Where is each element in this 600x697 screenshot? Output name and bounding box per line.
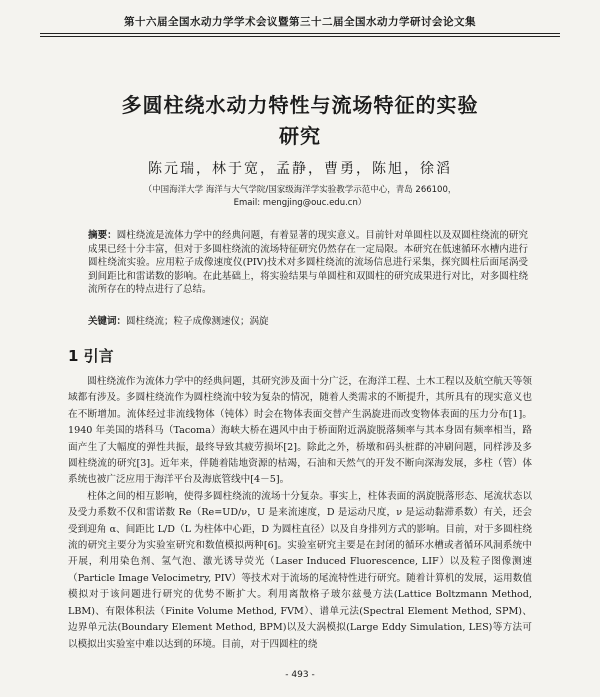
- running-header: 第十六届全国水动力学学术会议暨第三十二届全国水动力学研讨会论文集: [124, 16, 476, 28]
- keywords-text: 圆柱绕流；粒子成像测速仪；涡旋: [126, 316, 269, 327]
- title-line-2: 研究: [279, 124, 321, 148]
- section-heading: 1 引言: [68, 347, 114, 365]
- header-rule-bottom: [40, 36, 560, 37]
- keywords: [88, 315, 528, 328]
- author-list: 陈元瑞，林于宽，孟静，曹勇，陈旭，徐滔: [148, 161, 452, 177]
- paragraph: 柱体之间的相互影响，使得多圆柱绕流的流场十分复杂。事实上，柱体表面的涡旋脱落形态、尾流状态以及受力系数不仅和雷诺数 Re（Re=UD/ν，U 是来流速度，D 是运动尺度，ν 是运动黏滞系数）有关，还会受到迎角 α、间距比 L/D（L 为柱体中心距，D 为圆柱直径）以及自身排列方式的影响。目前，对于多圆柱绕流的研究主要分为实验室研究和数值模拟两种[6]。实验室研究主要是在封闭的循环水槽或者循环风洞系统中开展，利用染色剂、氢气泡、激光诱导荧光（Laser Induced Fluorescence, LIF）以及粒子图像测速（Particle Image Velocimetry, PIV）等技术对于流场的尾流特性进行研究。随着计算机的发展，运用数值模拟对于该问题进行研究的优势不断扩大。利用离散格子玻尔兹曼方法(Lattice Boltzmann Method, LBM)、有限体积法（Finite Volume Method, FVM）、谱单元法(Spectral Element Method, SPM)、边界单元法(Boundary Element Method, BPM)以及大涡模拟(Large Eddy Simulation, LES)等方法可以模拟出实验室中难以达到的环境。目前，对于四圆柱的绕: [68, 490, 532, 650]
- affiliation: （中国海洋大学 海洋与大气学院/国家级海洋学实验教学示范中心，青岛 266100，: [143, 185, 457, 195]
- paper-title: [60, 90, 540, 152]
- affiliation-block: [60, 184, 540, 210]
- paragraph: 圆柱绕流作为流体力学中的经典问题，其研究涉及面十分广泛，在海洋工程、土木工程以及航空航天等领域都有涉及。多圆柱绕流作为圆柱绕流中较为复杂的情况，随着人类需求的不断提升，其所具有的现实意义也在不断增加。流体经过非流线物体（钝体）时会在物体表面交替产生涡旋进而改变物体表面的压力分布[1]。1940 年美国的塔科马（Tacoma）海峡大桥在遇风中由于桥面附近涡旋脱落频率与其本身固有频率相当，路面产生了大幅度的弹性共振，最终导致其疲劳损坏[2]。除此之外，桥墩和码头桩群的冲刷问题，同样涉及多圆柱绕流的研究[3]。近年来，伴随着陆地资源的枯竭，石油和天然气的开发不断向深海发展，多柱（管）体系统也被广泛应用于海洋平台及海底管线中[4－5]。: [68, 376, 532, 486]
- body-text: [68, 374, 532, 653]
- email: Email: mengjing@ouc.edu.cn）: [233, 198, 367, 208]
- page-number: - 493 -: [285, 670, 315, 680]
- title-line-1: 多圆柱绕水动力特性与流场特征的实验: [121, 93, 479, 117]
- abstract-label: 摘要：: [88, 230, 117, 241]
- keywords-label: 关键词：: [88, 316, 127, 327]
- abstract-text: 圆柱绕流是流体力学中的经典问题，有着显著的现实意义。目前针对单圆柱以及双圆柱绕流的研究成果已经十分丰富，但对于多圆柱绕流的流场特征研究仍然存在一定局限。本研究在低速循环水槽内进行圆柱绕流实验。应用粒子成像速度仪(PIV)技术对多圆柱绕流的流场信息进行采集，探究圆柱后面尾涡受到间距比和雷诺数的影响。在此基础上，将实验结果与单圆柱和双圆柱的研究成果进行对比，对多圆柱绕流所存在的特点进行了总结。: [88, 230, 528, 296]
- header-rule-top: [40, 33, 560, 34]
- abstract: [88, 229, 528, 297]
